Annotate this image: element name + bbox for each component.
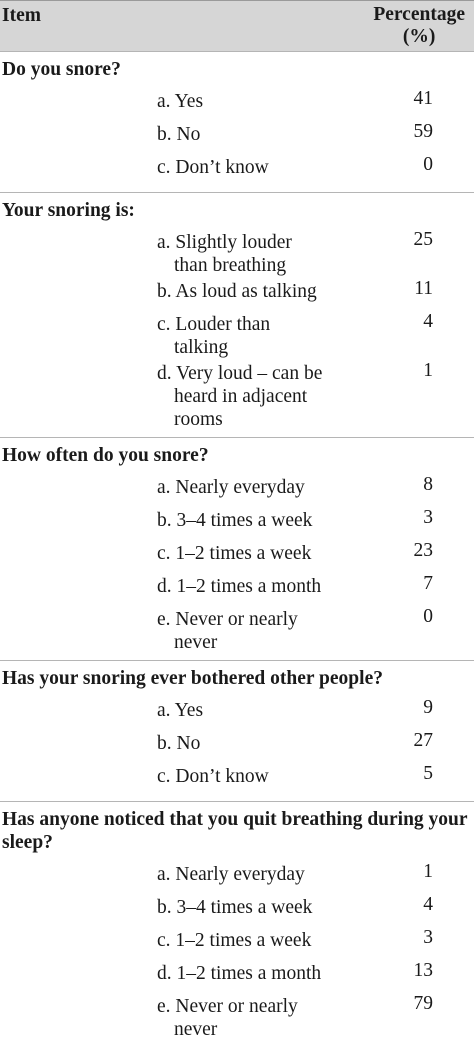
answer-label-line: b. 3–4 times a week [157, 897, 313, 918]
answer-label [157, 959, 329, 992]
question-section [0, 660, 474, 801]
answer-label-line: a. Nearly everyday [157, 864, 305, 885]
question-section [0, 51, 474, 192]
header-percentage-line1: Percentage [373, 4, 465, 25]
answer-row [0, 893, 474, 926]
answer-row [0, 310, 474, 359]
answer-label-continuation: than breathing [174, 255, 287, 276]
answer-label-line: c. Don’t know [157, 157, 269, 178]
answer-label-line: b. 3–4 times a week [157, 510, 313, 531]
answer-label-continuation: talking [174, 337, 229, 358]
answer-label [157, 87, 329, 120]
answer-label [157, 762, 329, 795]
answer-label-line: c. 1–2 times a week [157, 930, 312, 951]
percentage-value: 41 [413, 88, 433, 109]
question-text: How often do you snore? [2, 445, 209, 466]
answer-row [0, 153, 474, 186]
answer-row [0, 696, 474, 729]
percentage-value: 4 [423, 311, 433, 332]
header-percentage [373, 4, 465, 48]
percentage-value: 5 [423, 763, 433, 784]
answer-label-line: e. Never or nearly [157, 609, 298, 630]
answer-row [0, 572, 474, 605]
answer-row [0, 959, 474, 992]
answer-label-line: c. Don’t know [157, 766, 269, 787]
percentage-value: 79 [413, 993, 433, 1014]
answer-label-continuation: rooms [174, 409, 223, 430]
answer-row [0, 120, 474, 153]
table-header [0, 0, 474, 51]
answer-label-line: a. Nearly everyday [157, 477, 305, 498]
answer-label-continuation: heard in adjacent [174, 386, 308, 407]
percentage-value: 59 [413, 121, 433, 142]
question-section [0, 801, 474, 1047]
answer-row [0, 473, 474, 506]
percentage-value: 8 [423, 474, 433, 495]
answer-label-continuation: never [174, 632, 218, 653]
answer-label [157, 893, 329, 926]
answer-label-line: e. Never or nearly [157, 996, 298, 1017]
answer-label [157, 153, 329, 186]
percentage-value: 23 [413, 540, 433, 561]
answer-label [157, 696, 329, 729]
answer-label [157, 992, 329, 1041]
percentage-value: 3 [423, 927, 433, 948]
answer-row [0, 860, 474, 893]
answer-label-line: c. Louder than [157, 314, 271, 335]
percentage-value: 27 [413, 730, 433, 751]
percentage-value: 3 [423, 507, 433, 528]
section-spacer [0, 1041, 474, 1047]
answer-row [0, 992, 474, 1041]
answer-label [157, 926, 329, 959]
question-text: Your snoring is: [2, 200, 135, 221]
percentage-value: 11 [414, 278, 433, 299]
answer-row [0, 506, 474, 539]
answer-label-line: d. 1–2 times a month [157, 963, 322, 984]
question-section [0, 192, 474, 437]
question-section [0, 437, 474, 660]
answer-row [0, 228, 474, 277]
answer-row [0, 729, 474, 762]
percentage-value: 25 [413, 229, 433, 250]
question-text: Has anyone noticed that you quit breathing during your sleep? [2, 809, 468, 853]
answer-label-line: d. 1–2 times a month [157, 576, 322, 597]
answer-label-line: d. Very loud – can be [157, 363, 323, 384]
answer-label [157, 539, 329, 572]
answer-row [0, 359, 474, 431]
answer-label-continuation: never [174, 1019, 218, 1040]
answer-row [0, 605, 474, 654]
question-text: Do you snore? [2, 59, 121, 80]
percentage-value: 9 [423, 697, 433, 718]
answer-label [157, 359, 329, 431]
answer-label [157, 860, 329, 893]
percentage-value: 4 [423, 894, 433, 915]
answer-row [0, 277, 474, 310]
answer-label [157, 605, 329, 654]
answer-label-line: a. Yes [157, 700, 204, 721]
percentage-value: 0 [423, 154, 433, 175]
answer-label [157, 572, 329, 605]
answer-label-line: a. Yes [157, 91, 204, 112]
answer-label [157, 277, 329, 310]
answer-row [0, 539, 474, 572]
header-item: Item [2, 5, 41, 26]
answer-label-line: b. No [157, 124, 201, 145]
header-percentage-line2: (%) [402, 26, 436, 47]
answer-label [157, 228, 329, 277]
answer-label-line: a. Slightly louder [157, 232, 292, 253]
answer-label-line: c. 1–2 times a week [157, 543, 312, 564]
percentage-value: 13 [413, 960, 433, 981]
answer-label [157, 310, 329, 359]
percentage-value: 1 [423, 861, 433, 882]
answer-label-line: b. No [157, 733, 201, 754]
answer-label [157, 729, 329, 762]
answer-label [157, 120, 329, 153]
answer-row [0, 87, 474, 120]
answer-label [157, 506, 329, 539]
percentage-value: 1 [423, 360, 433, 381]
answer-row [0, 926, 474, 959]
answer-row [0, 762, 474, 795]
answer-label-line: b. As loud as talking [157, 281, 317, 302]
percentage-value: 0 [423, 606, 433, 627]
percentage-value: 7 [423, 573, 433, 594]
table-body [0, 51, 474, 1047]
question-text: Has your snoring ever bothered other people? [2, 668, 383, 689]
answer-label [157, 473, 329, 506]
